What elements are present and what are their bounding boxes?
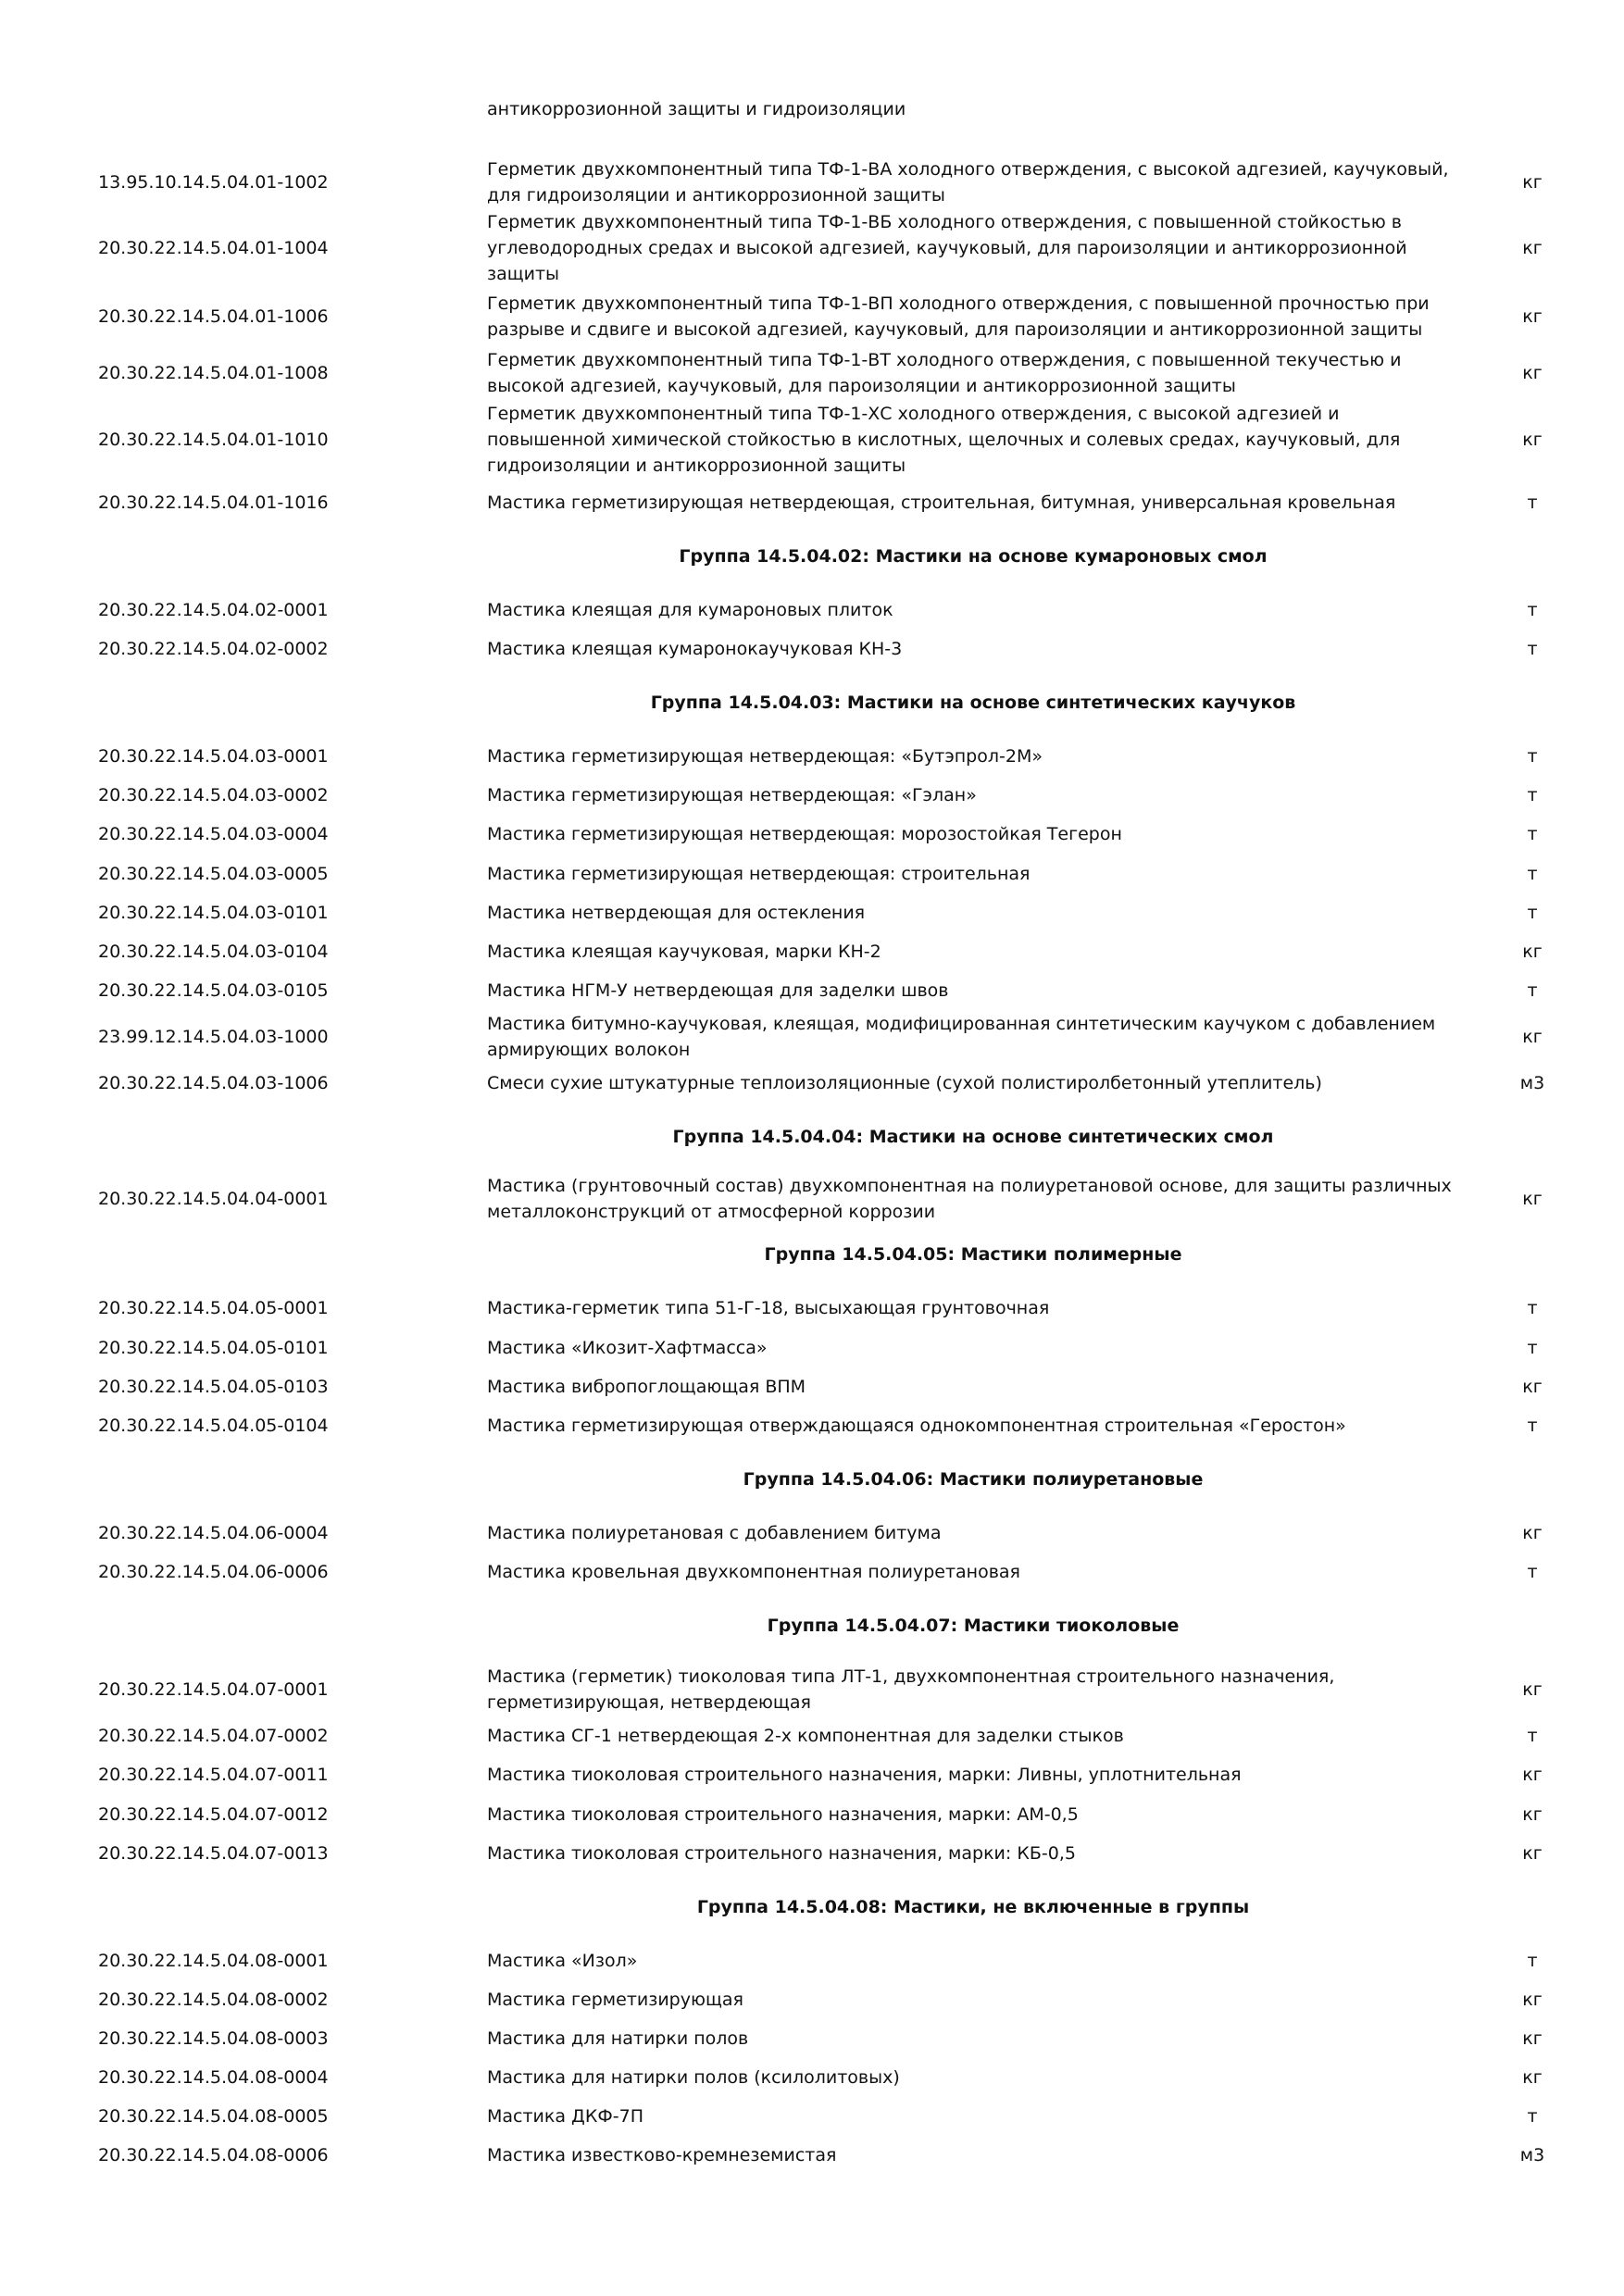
unit-of-measure: кг bbox=[1522, 942, 1543, 962]
unit-of-measure: т bbox=[1527, 980, 1538, 1001]
resource-name: Герметик двухкомпонентный типа ТФ-1-ВТ холодного отверждения, с повышенной текучестью и высокой адгезией, каучуковый, для пароизоляции и антикоррозионной защиты bbox=[487, 350, 1402, 396]
unit-of-measure: т bbox=[1527, 864, 1538, 884]
unit-of-measure: кг bbox=[1522, 1377, 1543, 1397]
resource-code: 20.30.22.14.5.04.08-0006 bbox=[98, 2145, 329, 2165]
resource-code: 20.30.22.14.5.04.02-0001 bbox=[98, 600, 329, 620]
resource-code: 20.30.22.14.5.04.05-0103 bbox=[98, 1377, 329, 1397]
resource-code: 20.30.22.14.5.04.07-0012 bbox=[98, 1804, 329, 1825]
resource-code: 20.30.22.14.5.04.03-0004 bbox=[98, 824, 329, 844]
resource-code: 20.30.22.14.5.04.08-0002 bbox=[98, 1990, 329, 2010]
resource-code: 20.30.22.14.5.04.05-0001 bbox=[98, 1298, 329, 1318]
unit-of-measure: кг bbox=[1522, 306, 1543, 327]
unit-of-measure: кг bbox=[1522, 1189, 1543, 1209]
group-title: Группа 14.5.04.07: Мастики тиоколовые bbox=[767, 1616, 1180, 1636]
unit-of-measure: кг bbox=[1522, 363, 1543, 383]
resource-name: Мастика «Икозит-Хафтмасса» bbox=[487, 1338, 768, 1358]
resource-code: 20.30.22.14.5.04.03-1006 bbox=[98, 1073, 329, 1093]
resource-name: Мастика кровельная двухкомпонентная полиуретановая bbox=[487, 1562, 1020, 1582]
resource-name: Мастика для натирки полов (ксилолитовых) bbox=[487, 2067, 900, 2088]
unit-of-measure: кг bbox=[1522, 2028, 1543, 2049]
resource-name: Мастика СГ-1 нетвердеющая 2-х компонентная для заделки стыков bbox=[487, 1726, 1124, 1746]
unit-of-measure: м3 bbox=[1519, 2145, 1545, 2165]
resource-code: 20.30.22.14.5.04.07-0001 bbox=[98, 1679, 329, 1700]
unit-of-measure: кг bbox=[1522, 1843, 1543, 1864]
resource-code: 13.95.10.14.5.04.01-1002 bbox=[98, 172, 329, 193]
resource-name: Герметик двухкомпонентный типа ТФ-1-ВП холодного отверждения, с повышенной прочностью при разрыве и сдвиге и высокой адгезией, каучуковый, для пароизоляции и антикоррозионной защиты bbox=[487, 293, 1430, 340]
group-title: Группа 14.5.04.06: Мастики полиуретановые bbox=[743, 1469, 1204, 1490]
unit-of-measure: т bbox=[1527, 1298, 1538, 1318]
resource-code: 20.30.22.14.5.04.03-0101 bbox=[98, 903, 329, 923]
resource-code: 20.30.22.14.5.04.03-0104 bbox=[98, 942, 329, 962]
group-title: Группа 14.5.04.03: Мастики на основе синтетических каучуков bbox=[650, 693, 1296, 713]
resource-name: Мастика ДКФ-7П bbox=[487, 2106, 643, 2127]
unit-of-measure: т bbox=[1527, 746, 1538, 767]
resource-name: Мастика для натирки полов bbox=[487, 2028, 749, 2049]
resource-name: Мастика полиуретановая с добавлением битума bbox=[487, 1523, 942, 1543]
resource-code: 20.30.22.14.5.04.06-0004 bbox=[98, 1523, 329, 1543]
unit-of-measure: т bbox=[1527, 785, 1538, 805]
unit-of-measure: кг bbox=[1522, 172, 1543, 193]
resource-code: 20.30.22.14.5.04.03-0105 bbox=[98, 980, 329, 1001]
resource-code: 20.30.22.14.5.04.01-1016 bbox=[98, 493, 329, 513]
resource-name: Мастика клеящая каучуковая, марки КН-2 bbox=[487, 942, 881, 962]
unit-of-measure: кг bbox=[1522, 1027, 1543, 1047]
resource-name: Мастика герметизирующая bbox=[487, 1990, 743, 2010]
unit-of-measure: кг bbox=[1522, 430, 1543, 450]
resource-code: 20.30.22.14.5.04.05-0104 bbox=[98, 1416, 329, 1436]
resource-name: Мастика битумно-каучуковая, клеящая, модифицированная синтетическим каучуком с добавлением армирующих волокон bbox=[487, 1014, 1436, 1060]
resource-code: 20.30.22.14.5.04.03-0005 bbox=[98, 864, 329, 884]
resource-code: 20.30.22.14.5.04.02-0002 bbox=[98, 639, 329, 659]
resource-name: Мастика герметизирующая нетвердеющая: «Гэлан» bbox=[487, 785, 977, 805]
unit-of-measure: т bbox=[1527, 1951, 1538, 1971]
resource-code: 20.30.22.14.5.04.07-0013 bbox=[98, 1843, 329, 1864]
resource-name: Герметик двухкомпонентный типа ТФ-1-ВБ холодного отверждения, с повышенной стойкостью в углеводородных средах и высокой адгезией, каучуковый, для пароизоляции и антикоррозионной защиты bbox=[487, 212, 1407, 284]
resource-name: Мастика вибропоглощающая ВПМ bbox=[487, 1377, 806, 1397]
unit-of-measure: т bbox=[1527, 824, 1538, 844]
unit-of-measure: кг bbox=[1522, 1990, 1543, 2010]
group-title: Группа 14.5.04.05: Мастики полимерные bbox=[764, 1244, 1182, 1265]
resource-name: Герметик двухкомпонентный типа ТФ-1-ВА холодного отверждения, с высокой адгезией, каучуковый, для гидроизоляции и антикоррозионной защиты bbox=[487, 159, 1449, 206]
resource-code: 20.30.22.14.5.04.08-0003 bbox=[98, 2028, 329, 2049]
resource-name: Мастика герметизирующая нетвердеющая: строительная bbox=[487, 864, 1031, 884]
resource-name: Мастика герметизирующая нетвердеющая: «Бутэпрол-2М» bbox=[487, 746, 1043, 767]
unit-of-measure: т bbox=[1527, 1338, 1538, 1358]
resource-name: Мастика клеящая кумаронокаучуковая КН-3 bbox=[487, 639, 903, 659]
unit-of-measure: т bbox=[1527, 600, 1538, 620]
resource-name: Мастика тиоколовая строительного назначения, марки: Ливны, уплотнительная bbox=[487, 1765, 1242, 1785]
resource-code: 20.30.22.14.5.04.08-0004 bbox=[98, 2067, 329, 2088]
resource-code: 20.30.22.14.5.04.03-0002 bbox=[98, 785, 329, 805]
unit-of-measure: кг bbox=[1522, 1679, 1543, 1700]
resource-code: 20.30.22.14.5.04.05-0101 bbox=[98, 1338, 329, 1358]
resource-code: 20.30.22.14.5.04.06-0006 bbox=[98, 1562, 329, 1582]
group-title: Группа 14.5.04.04: Мастики на основе синтетических смол bbox=[672, 1127, 1274, 1147]
resource-name: Мастика известково-кремнеземистая bbox=[487, 2145, 837, 2165]
unit-of-measure: кг bbox=[1522, 238, 1543, 258]
resource-code: 23.99.12.14.5.04.03-1000 bbox=[98, 1027, 329, 1047]
resource-name: Мастика герметизирующая нетвердеющая: морозостойкая Тегерон bbox=[487, 824, 1122, 844]
group-title: Группа 14.5.04.02: Мастики на основе кумароновых смол bbox=[679, 546, 1268, 567]
unit-of-measure: кг bbox=[1522, 2067, 1543, 2088]
unit-of-measure: т bbox=[1527, 1562, 1538, 1582]
resource-name: Мастика нетвердеющая для остекления bbox=[487, 903, 866, 923]
resource-code: 20.30.22.14.5.04.07-0011 bbox=[98, 1765, 329, 1785]
resource-code: 20.30.22.14.5.04.03-0001 bbox=[98, 746, 329, 767]
continuation-text: антикоррозионной защиты и гидроизоляции bbox=[487, 99, 906, 119]
resource-name: Мастика НГМ-У нетвердеющая для заделки швов bbox=[487, 980, 949, 1001]
unit-of-measure: т bbox=[1527, 1416, 1538, 1436]
resource-name: Мастика (грунтовочный состав) двухкомпонентная на полиуретановой основе, для защиты различных металлоконструкций от атмосферной коррозии bbox=[487, 1176, 1452, 1222]
resource-name: Смеси сухие штукатурные теплоизоляционные (сухой полистиролбетонный утеплитель) bbox=[487, 1073, 1322, 1093]
resource-name: Мастика тиоколовая строительного назначения, марки: АМ-0,5 bbox=[487, 1804, 1079, 1825]
resource-code: 20.30.22.14.5.04.01-1008 bbox=[98, 363, 329, 383]
unit-of-measure: кг bbox=[1522, 1765, 1543, 1785]
resource-code: 20.30.22.14.5.04.08-0001 bbox=[98, 1951, 329, 1971]
resource-name: Мастика «Изол» bbox=[487, 1951, 638, 1971]
unit-of-measure: т bbox=[1527, 1726, 1538, 1746]
unit-of-measure: кг bbox=[1522, 1523, 1543, 1543]
resource-name: Мастика-герметик типа 51-Г-18, высыхающая грунтовочная bbox=[487, 1298, 1050, 1318]
resource-name: Герметик двухкомпонентный типа ТФ-1-ХС холодного отверждения, с высокой адгезией и повышенной химической стойкостью в кислотных, щелочных и солевых средах, каучуковый, для гидроизоляции и антикоррозионной защиты bbox=[487, 404, 1401, 476]
resource-code: 20.30.22.14.5.04.08-0005 bbox=[98, 2106, 329, 2127]
resource-name: Мастика герметизирующая отверждающаяся однокомпонентная строительная «Героcтон» bbox=[487, 1416, 1346, 1436]
resource-code: 20.30.22.14.5.04.04-0001 bbox=[98, 1189, 329, 1209]
resource-code: 20.30.22.14.5.04.01-1006 bbox=[98, 306, 329, 327]
resource-name: Мастика герметизирующая нетвердеющая, строительная, битумная, универсальная кровельная bbox=[487, 493, 1396, 513]
resource-code: 20.30.22.14.5.04.01-1004 bbox=[98, 238, 329, 258]
group-title: Группа 14.5.04.08: Мастики, не включенные в группы bbox=[696, 1897, 1250, 1917]
unit-of-measure: т bbox=[1527, 903, 1538, 923]
unit-of-measure: т bbox=[1527, 2106, 1538, 2127]
resource-code: 20.30.22.14.5.04.07-0002 bbox=[98, 1726, 329, 1746]
resource-name: Мастика (герметик) тиоколовая типа ЛТ-1, двухкомпонентная строительного назначения, герметизирующая, нетвердеющая bbox=[487, 1666, 1335, 1713]
resource-name: Мастика тиоколовая строительного назначения, марки: КБ-0,5 bbox=[487, 1843, 1076, 1864]
unit-of-measure: м3 bbox=[1519, 1073, 1545, 1093]
resource-name: Мастика клеящая для кумароновых плиток bbox=[487, 600, 893, 620]
resource-code: 20.30.22.14.5.04.01-1010 bbox=[98, 430, 329, 450]
unit-of-measure: кг bbox=[1522, 1804, 1543, 1825]
unit-of-measure: т bbox=[1527, 639, 1538, 659]
unit-of-measure: т bbox=[1527, 493, 1538, 513]
